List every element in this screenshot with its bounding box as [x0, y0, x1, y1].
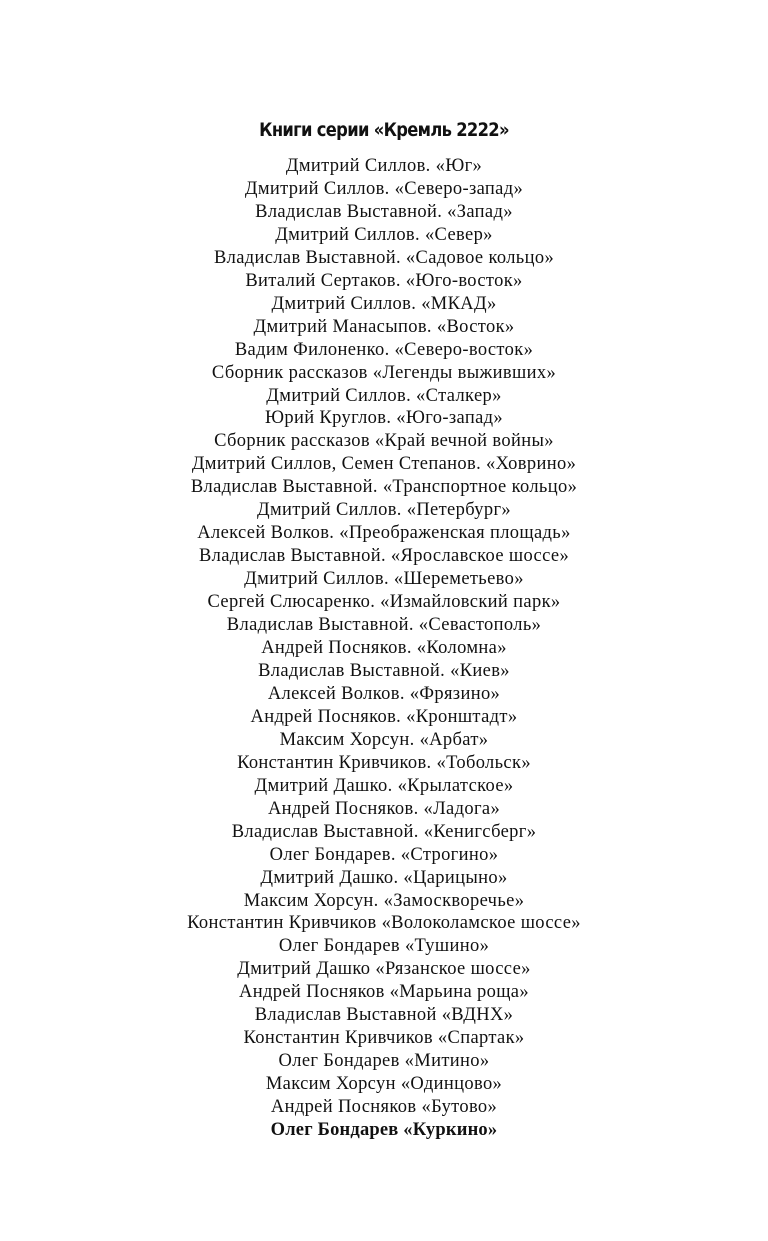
book-list-item: Олег Бондарев. «Строгино»	[269, 844, 499, 865]
book-list-item: Сборник рассказов «Край вечной войны»	[214, 431, 554, 452]
book-list-item: Дмитрий Силлов. «Север»	[275, 224, 493, 245]
book-list-item: Владислав Выставной. «Садовое кольцо»	[213, 247, 555, 268]
book-list-item: Владислав Выставной. «Запад»	[255, 201, 513, 222]
book-list-item: Андрей Посняков «Марьина роща»	[239, 982, 529, 1003]
book-list-item: Сборник рассказов «Легенды выживших»	[211, 362, 557, 383]
book-list-item: Владислав Выставной «ВДНХ»	[254, 1005, 514, 1026]
book-list-item: Виталий Сертаков. «Юго-восток»	[245, 270, 523, 291]
book-list-item: Дмитрий Силлов. «Северо-запад»	[244, 178, 524, 199]
series-heading: Книги серии «Кремль 2222»	[259, 119, 509, 141]
book-list-item: Владислав Выставной. «Транспортное кольцо»	[190, 477, 578, 498]
book-list-item: Максим Хорсун. «Арбат»	[279, 729, 489, 750]
book-list-item: Дмитрий Силлов. «Шереметьево»	[244, 569, 524, 590]
book-list-item: Дмитрий Дашко «Рязанское шоссе»	[237, 959, 531, 980]
book-list-item: Дмитрий Силлов. «Петербург»	[256, 500, 511, 521]
book-list-item: Дмитрий Силлов. «МКАД»	[271, 293, 497, 314]
book-list-item-current: Олег Бондарев «Куркино»	[270, 1120, 498, 1141]
book-list-item: Дмитрий Манасыпов. «Восток»	[253, 316, 515, 337]
book-list-item: Владислав Выставной. «Кенигсберг»	[231, 821, 537, 842]
book-list-item: Олег Бондарев «Митино»	[278, 1051, 490, 1072]
book-list-item: Андрей Посняков. «Ладога»	[267, 798, 501, 819]
book-list-item: Дмитрий Силлов. «Юг»	[285, 156, 483, 176]
book-list-item: Алексей Волков. «Фрязино»	[267, 683, 501, 704]
book-list-item: Алексей Волков. «Преображенская площадь»	[197, 523, 571, 544]
book-list-item: Андрей Посняков. «Коломна»	[261, 638, 507, 659]
book-list-item: Дмитрий Силлов. «Сталкер»	[266, 385, 502, 406]
book-list-item: Вадим Филоненко. «Северо-восток»	[234, 339, 534, 360]
book-list-item: Юрий Круглов. «Юго-запад»	[264, 408, 503, 429]
book-list-item: Максим Хорсун. «Замоскворечье»	[243, 890, 525, 911]
book-list-item: Андрей Посняков «Бутово»	[270, 1097, 498, 1118]
book-list-item: Андрей Посняков. «Кронштадт»	[250, 706, 518, 727]
book-list-item: Константин Кривчиков. «Тобольск»	[237, 752, 531, 773]
book-list-item: Сергей Слюсаренко. «Измайловский парк»	[207, 592, 561, 613]
book-list-item: Максим Хорсун «Одинцово»	[265, 1074, 503, 1095]
book-list-item: Дмитрий Дашко. «Царицыно»	[260, 867, 508, 888]
book-list-item: Дмитрий Дашко. «Крылатское»	[254, 775, 514, 796]
book-list-item: Владислав Выставной. «Ярославское шоссе»	[198, 546, 570, 567]
book-list	[0, 155, 768, 1142]
book-list-item: Владислав Выставной. «Севастополь»	[226, 615, 542, 636]
book-list-item: Олег Бондарев «Тушино»	[278, 936, 490, 957]
book-list-item: Константин Кривчиков «Волоколамское шоссе»	[187, 913, 581, 934]
book-list-item: Дмитрий Силлов, Семен Степанов. «Ховрино»	[191, 454, 577, 475]
book-list-item: Константин Кривчиков «Спартак»	[243, 1028, 525, 1049]
book-list-item: Владислав Выставной. «Киев»	[258, 660, 510, 681]
